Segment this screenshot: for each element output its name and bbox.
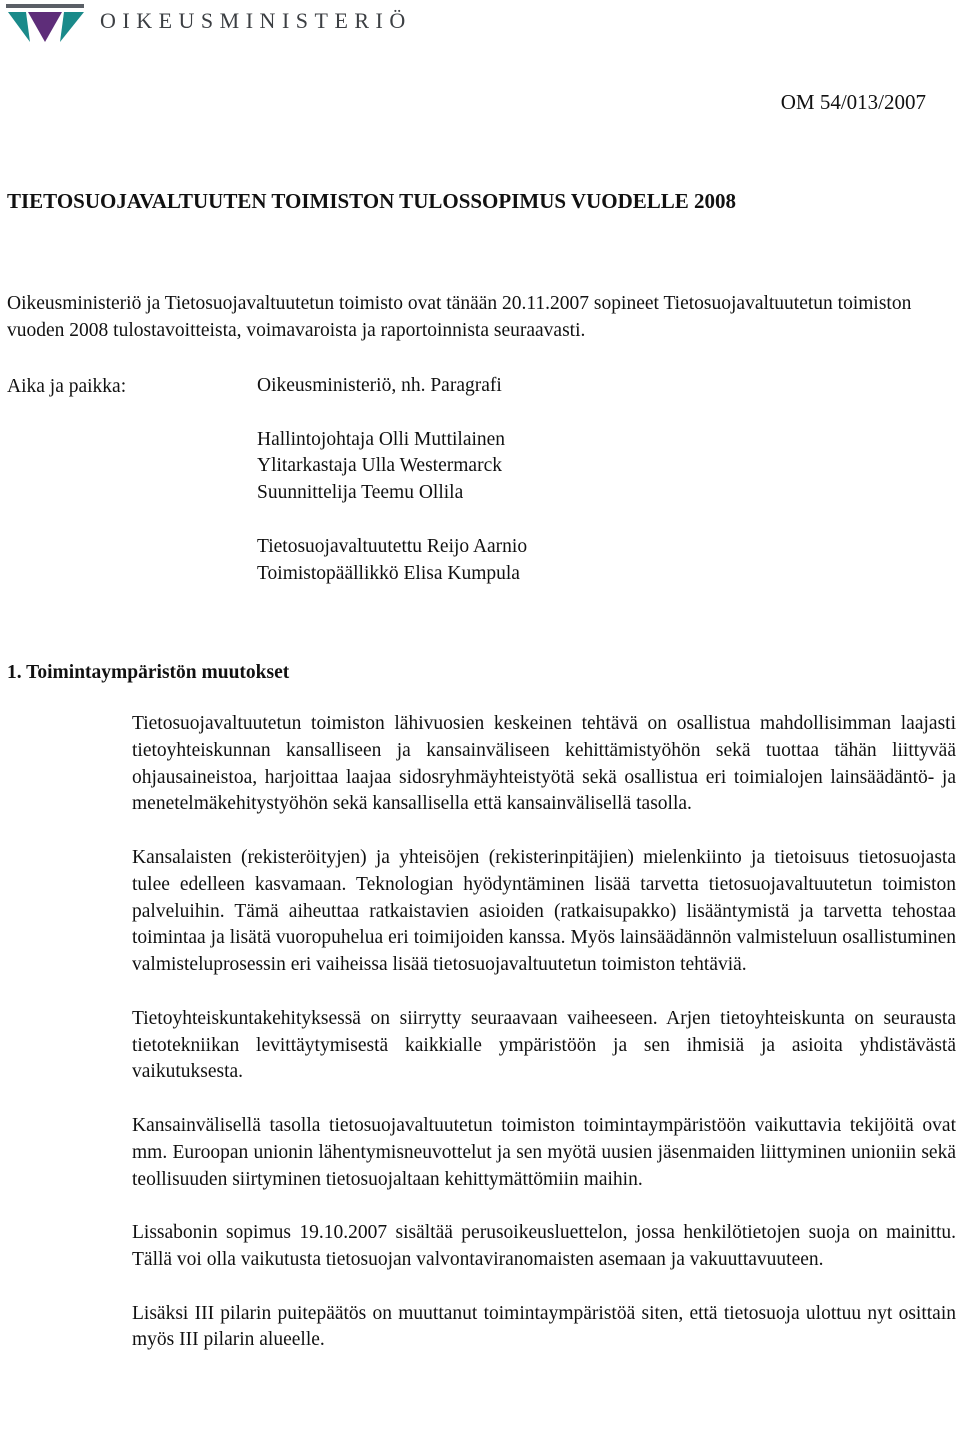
section-heading: 1. Toimintaympäristön muutokset: [7, 662, 290, 683]
participant: Suunnittelija Teemu Ollila: [257, 482, 464, 504]
body-paragraph: Tietosuojavaltuutetun toimiston lähivuosien keskeinen tehtävä on osallistua mahdollisimman laajasti tietoyhteiskunnan kansalliseen ja kansainväliseen kehittämistyöhön sekä tuottaa tähän liittyvää ohjausaineistoa, harjoittaa laajaa sidosryhmäyhteistyötä sekä osallistua eri toimialojen lainsäädäntö- ja menetelmäkehitystyöhön sekä kansallisella että kansainvälisellä tasolla.: [132, 713, 956, 815]
section-body: [132, 711, 956, 1381]
body-paragraph: Kansainvälisellä tasolla tietosuojavaltuutetun toimiston toimintaympäristöön vaikuttavia tekijöitä ovat mm. Euroopan unionin lähentymisneuvottelut ja sen myötä uusien jäsenmaiden liittyminen unioniin sekä teollisuuden siirtyminen tietosuojaltaan kehittymättömiin maihin.: [132, 1114, 956, 1190]
body-paragraph: Lissabonin sopimus 19.10.2007 sisältää perusoikeusluettelon, jossa henkilötietojen suoja on mainittu. Tällä voi olla vaikutusta tietosuojan valvontaviranomaisten asemaan ja vakuuttavuuteen.: [132, 1222, 956, 1270]
meeting-place: Oikeusministeriö, nh. Paragrafi: [257, 375, 502, 396]
participant: Hallintojohtaja Olli Muttilainen: [257, 428, 506, 450]
ministry-logo-icon: [6, 4, 86, 44]
participant: Toimistopäällikkö Elisa Kumpula: [257, 562, 520, 584]
meta-details: [257, 373, 527, 587]
document-title: TIETOSUOJAVALTUUTEN TOIMISTON TULOSSOPIMUS VUODELLE 2008: [7, 189, 737, 213]
meta-label: Aika ja paikka:: [7, 376, 127, 397]
intro-paragraph: Oikeusministeriö ja Tietosuojavaltuutetun toimisto ovat tänään 20.11.2007 sopineet Tietosuojavaltuutetun toimiston vuoden 2008 tulostavoitteista, voimavaroista ja raportoinnista seuraavasti.: [7, 293, 912, 341]
participant: Tietosuojavaltuutettu Reijo Aarnio: [257, 535, 528, 557]
ministry-logo: [6, 4, 86, 44]
body-paragraph: Tietoyhteiskuntakehityksessä on siirrytty seuraavaan vaiheeseen. Arjen tietoyhteiskunta on seurausta tietotekniikan levittäytymisestä kaikkialle ympäristöön ja sen ihmisiä ja asioita yhdistävästä vaikutuksesta.: [132, 1007, 956, 1083]
participant: Ylitarkastaja Ulla Westermarck: [257, 455, 502, 477]
body-paragraph: Kansalaisten (rekisteröityjen) ja yhteisöjen (rekisterinpitäjien) mielenkiinto ja tietoisuus tietosuojasta tulee edelleen kasvamaan. Teknologian hyödyntäminen lisää tarvetta tietosuojavaltuutetun toimiston palveluihin. Tämä aiheuttaa ratkaistavien asioiden (ratkaisupakko) lisääntymistä ja tarvetta tehostaa toimintaa ja lisätä vuoropuhelua eri toimijoiden kanssa. Myös lainsäädännön valmisteluun osallistuminen valmisteluprosessin eri vaiheissa lisää tietosuojavaltuutetun toimiston tehtäviä.: [132, 846, 956, 976]
ministry-name: OIKEUSMINISTERIÖ: [100, 8, 412, 33]
document-number: OM 54/013/2007: [780, 90, 926, 114]
body-paragraph: Lisäksi III pilarin puitepäätös on muuttanut toimintaympäristöä siten, että tietosuoja ulottuu nyt osittain myös III pilarin alueelle.: [132, 1302, 956, 1351]
